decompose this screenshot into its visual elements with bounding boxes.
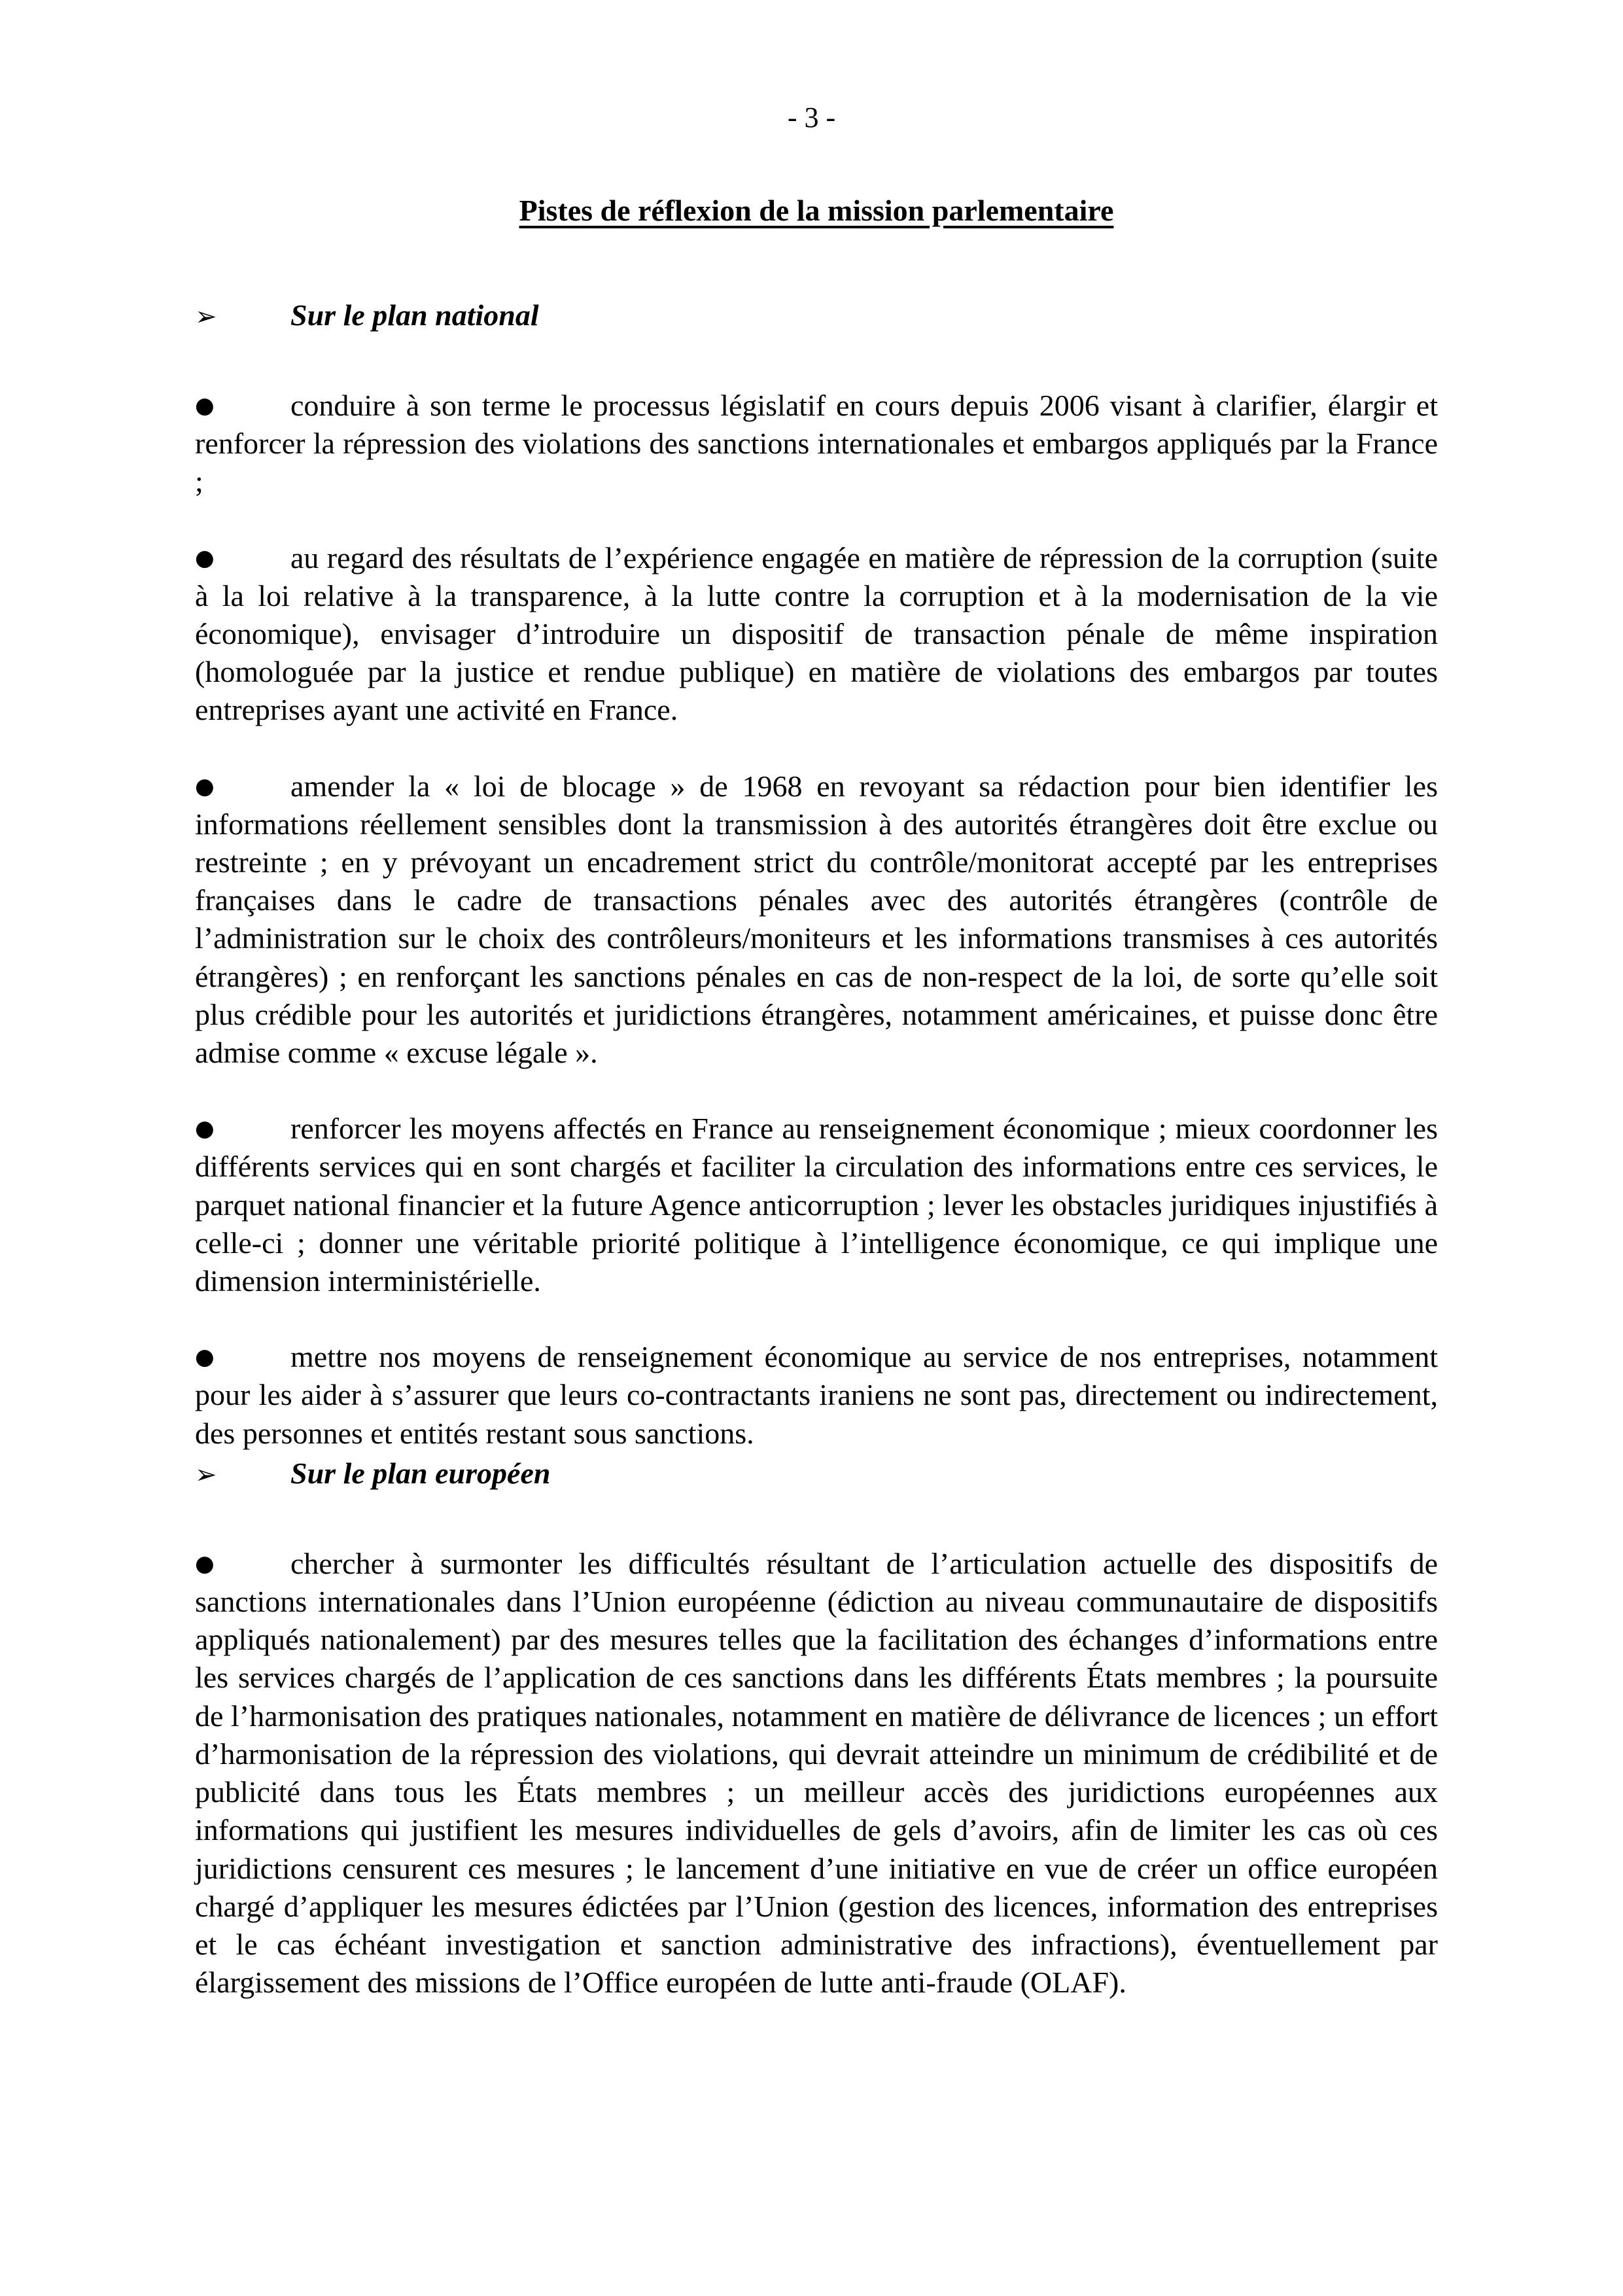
list-item	[195, 1545, 1438, 2002]
bullet-icon: ●	[195, 1116, 215, 1142]
list-item-text: au regard des résultats de l’expérience engagée en matière de répression de la corruption (suite à la loi relative à la transparence, à la lutte contre la corruption et à la modernisation de la vie économique), envisager d’introduire un dispositif de transaction pénale de même inspiration (homologuée par la justice et rendue publique) en matière de violations des embargos par toutes entreprises ayant une activité en France.	[195, 540, 1438, 727]
section-european	[195, 1454, 1438, 2002]
section-heading	[195, 1454, 1438, 1494]
list-item	[195, 539, 1438, 730]
list-item-text: conduire à son terme le processus législatif en cours depuis 2006 visant à clarifier, élargir et renforcer la répression des violations des sanctions internationales et embargos appliqués par la France ;	[195, 389, 1438, 499]
page-number: - 3 -	[787, 101, 836, 133]
bullet-icon: ●	[195, 1550, 215, 1577]
list-item	[195, 387, 1438, 501]
list-item-text: amender la « loi de blocage » de 1968 en revoyant sa rédaction pour bien identifier les informations réellement sensibles dont la transmission à des autorités étrangères doit être exclue ou restreinte ; en y prévoyant un encadrement strict du contrôle/monitorat accepté par les entreprises françaises dans le cadre de transactions pénales avec des autorités étrangères (contrôle de l’administration sur le choix des contrôleurs/moniteurs et les informations transmises à ces autorités étrangères) ; en renforçant les sanctions pénales en cas de non-respect de la loi, de sorte qu’elle soit plus crédible pour les autorités et juridictions étrangères, notamment américaines, et puisse donc être admise comme « excuse légale ».	[195, 769, 1438, 1070]
list-item	[195, 1110, 1438, 1300]
list-item	[195, 768, 1438, 1072]
document-body	[195, 190, 1438, 2002]
bullet-icon: ●	[195, 393, 215, 419]
section-heading-text: Sur le plan national	[290, 298, 539, 332]
bullet-icon: ●	[195, 773, 215, 800]
page-title: Pistes de réflexion de la mission parlementaire	[519, 194, 1114, 227]
arrow-bullet-icon: ➢	[195, 1459, 217, 1490]
section-heading-text: Sur le plan européen	[290, 1456, 551, 1490]
arrow-bullet-icon: ➢	[195, 302, 217, 332]
list-item-text: mettre nos moyens de renseignement économique au service de nos entreprises, notamment pour les aider à s’assurer que leurs co-contractants iraniens ne sont pas, directement ou indirectement, des personnes et entités restant sous sanctions.	[195, 1340, 1438, 1450]
bullet-icon: ●	[195, 1344, 215, 1371]
list-item-text: chercher à surmonter les difficultés résultant de l’articulation actuelle des dispositifs de sanctions internationales dans l’Union européenne (édiction au niveau communautaire de dispositifs appliqués nationalement) par des mesures telles que la facilitation des échanges d’informations entre les services chargés de l’application de ces sanctions dans les différents États membres ; la poursuite de l’harmonisation des pratiques nationales, notamment en matière de délivrance de licences ; un effort d’harmonisation de la répression des violations, qui devrait atteindre un minimum de crédibilité et de publicité dans tous les États membres ; un meilleur accès des juridictions européennes aux informations qui justifient les mesures individuelles de gels d’avoirs, afin de limiter les cas où ces juridictions censurent ces mesures ; le lancement d’une initiative en vue de créer un office européen chargé d’appliquer les mesures édictées par l’Union (gestion des licences, information des entreprises et le cas échéant investigation et sanction administrative des infractions), éventuellement par élargissement des missions de l’Office européen de lutte anti-fraude (OLAF).	[195, 1546, 1438, 2000]
bullet-icon: ●	[195, 544, 215, 571]
section-heading	[195, 296, 1438, 336]
list-item-text: renforcer les moyens affectés en France au renseignement économique ; mieux coordonner les différents services qui en sont chargés et faciliter la circulation des informations entre ces services, le parquet national financier et la future Agence anticorruption ; lever les obstacles juridiques injustifiés à celle-ci ; donner une véritable priorité politique à l’intelligence économique, ce qui implique une dimension interministérielle.	[195, 1112, 1438, 1298]
section-national	[195, 296, 1438, 1453]
list-item	[195, 1338, 1438, 1453]
